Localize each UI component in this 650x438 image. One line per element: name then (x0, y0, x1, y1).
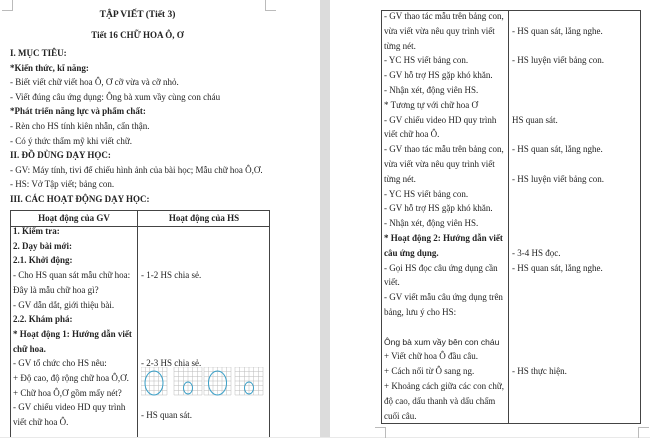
teacher-activity-line: vừa viết vừa nêu quy trình viết (384, 159, 495, 169)
teacher-activity-line: Ông bà xum vầy bên con cháu (384, 336, 500, 347)
teacher-activity-line: - GV chiếu video HD quy trình (384, 114, 497, 125)
text-line: - Viết đúng câu ứng dụng: Ông bà xum vầy cùng con cháu (10, 91, 221, 102)
student-activity-line: - HS quan sát. (141, 409, 192, 420)
activities-table-continued (381, 10, 641, 424)
teacher-activity-line: - GV tổ chức cho HS nêu: (13, 358, 107, 369)
teacher-activity-line: vừa viết vừa nêu quy trình viết (384, 25, 495, 36)
student-activity-line: - 1-2 HS chia sẻ. (141, 270, 202, 281)
text-line: - Có ý thức thẩm mỹ khi viết chữ. (10, 135, 132, 146)
student-activity-line: - 2-3 HS chia sẻ. (141, 358, 202, 369)
teacher-activity-line: từng nét. (384, 173, 416, 184)
text-line: - HS: Vở Tập viết; bảng con. (10, 179, 115, 190)
teacher-activity-line: - YC HS viết bảng con. (384, 55, 469, 66)
teacher-activity-line: - GV dẫn dắt, giới thiệu bài. (13, 299, 115, 310)
teacher-activity-line: - GV hỗ trợ HS gặp khó khăn. (384, 203, 493, 214)
text-line: II. ĐỒ DÙNG DẠY HỌC: (10, 150, 111, 161)
letter-grid (141, 367, 167, 395)
teacher-activity-line: bảng, lưu ý cho HS: (384, 307, 457, 317)
teacher-activity-line: - GV thao tác mẫu trên bảng con, (384, 11, 504, 21)
text-line: - GV: Máy tính, tivi để chiếu hình ảnh của bài học; Mẫu chữ hoa Ô,Ơ. (10, 164, 263, 175)
text-line: III. CÁC HOẠT ĐỘNG DẠY HỌC: (10, 194, 150, 204)
text-line: *Phát triển năng lực và phẩm chất: (10, 106, 146, 117)
teacher-activity-line: từng nét. (384, 40, 416, 51)
document-page-2 (330, 0, 650, 437)
teacher-activity-line: viết chữ hoa Ô. (384, 129, 440, 140)
student-activity-line: - 3-4 HS đọc. (512, 247, 561, 258)
handwriting-sample-grids (141, 367, 266, 397)
table-header-gv: Hoạt động của GV (38, 213, 110, 223)
teacher-activity-line: + Chữ hoa Ô,Ơ gồm mấy nét? (13, 387, 122, 398)
document-page-1 (0, 0, 320, 437)
student-activity-line: - HS luyện viết bảng con. (512, 173, 604, 184)
teacher-activity-line: - YC HS viết bảng con. (384, 188, 469, 199)
teacher-activity-line: cuối câu. (384, 410, 417, 421)
teacher-activity-line: - Cho HS quan sát mẫu chữ hoa: (13, 270, 131, 281)
teacher-activity-line: - Gọi HS đọc câu ứng dụng cần (384, 262, 498, 273)
text-line: *Kiến thức, kĩ năng: (10, 62, 89, 73)
lesson-subtitle: Tiết 16 CHỮ HOA Ô, Ơ (91, 30, 184, 40)
teacher-activity-line: chữ hoa. (13, 343, 46, 354)
activities-table (10, 210, 270, 437)
teacher-activity-line: - GV viết mẫu câu ứng dụng trên (384, 292, 503, 303)
teacher-activity-line: - Nhận xét, động viên HS. (384, 85, 479, 95)
teacher-activity-line: 2. Dạy bài mới: (13, 240, 72, 251)
teacher-activity-line: độ cao, dấu thanh và dấu chấm (384, 395, 496, 406)
page-gap (320, 0, 330, 437)
lesson-title: TẬP VIẾT (Tiết 3) (99, 10, 176, 20)
text-line: - Rèn cho HS tính kiên nhẫn, cẩn thận. (10, 121, 150, 131)
student-activity-line: - HS luyện viết bảng con. (512, 55, 604, 66)
teacher-activity-line: câu ứng dụng. (384, 247, 439, 258)
teacher-activity-line: + Khoảng cách giữa các con chữ, (384, 381, 505, 391)
letter-grid (235, 367, 263, 395)
teacher-activity-line: + Viết chữ hoa Ô đầu câu. (384, 351, 478, 362)
teacher-activity-line: 1. Kiểm tra: (13, 226, 60, 236)
teacher-activity-line: 2.1. Khởi động: (13, 255, 73, 266)
student-activity-line: - HS thực hiện. (512, 366, 567, 377)
margin-corner-mark (375, 427, 386, 438)
letter-grid (204, 367, 231, 395)
teacher-activity-line: * Tương tự với chữ hoa Ơ (384, 99, 478, 110)
student-activity-line: - HS quan sát, lắng nghe. (512, 262, 603, 273)
teacher-activity-line: - GV thao tác mẫu trên bảng con, (384, 144, 504, 155)
text-line: I. MỤC TIÊU: (10, 48, 67, 58)
teacher-activity-line: * Hoạt động 2: Hướng dẫn viết (384, 233, 503, 243)
margin-corner-mark (638, 427, 649, 438)
student-activity-line: - HS quan sát, lắng nghe. (512, 144, 603, 155)
text-line: - Biết viết chữ viết hoa Ô, Ơ cỡ vừa và cỡ nhỏ. (10, 77, 179, 88)
teacher-activity-line: Đây là mẫu chữ hoa gì? (13, 284, 99, 295)
teacher-activity-line: * Hoạt động 1: Hướng dẫn viết (13, 328, 132, 339)
student-activity-line: HS quan sát. (512, 114, 558, 125)
table-header-hs: Hoạt động của HS (168, 213, 240, 223)
letter-grid (174, 367, 202, 395)
teacher-activity-line: - GV hỗ trợ HS gặp khó khăn. (384, 70, 493, 81)
teacher-activity-line: viết. (384, 277, 400, 288)
teacher-activity-line: + Cách nối từ Ô sang ng. (384, 366, 475, 377)
teacher-activity-line: 2.2. Khám phá: (13, 314, 73, 325)
teacher-activity-line: + Độ cao, độ rộng chữ hoa Ô,Ơ. (13, 373, 129, 383)
teacher-activity-line: - Nhận xét, động viên HS. (384, 218, 479, 229)
teacher-activity-line: - GV chiếu video HD quy trình (13, 402, 126, 413)
teacher-activity-line: viết chữ hoa Ô. (13, 417, 69, 428)
student-activity-line: - HS quan sát, lắng nghe. (512, 25, 603, 36)
